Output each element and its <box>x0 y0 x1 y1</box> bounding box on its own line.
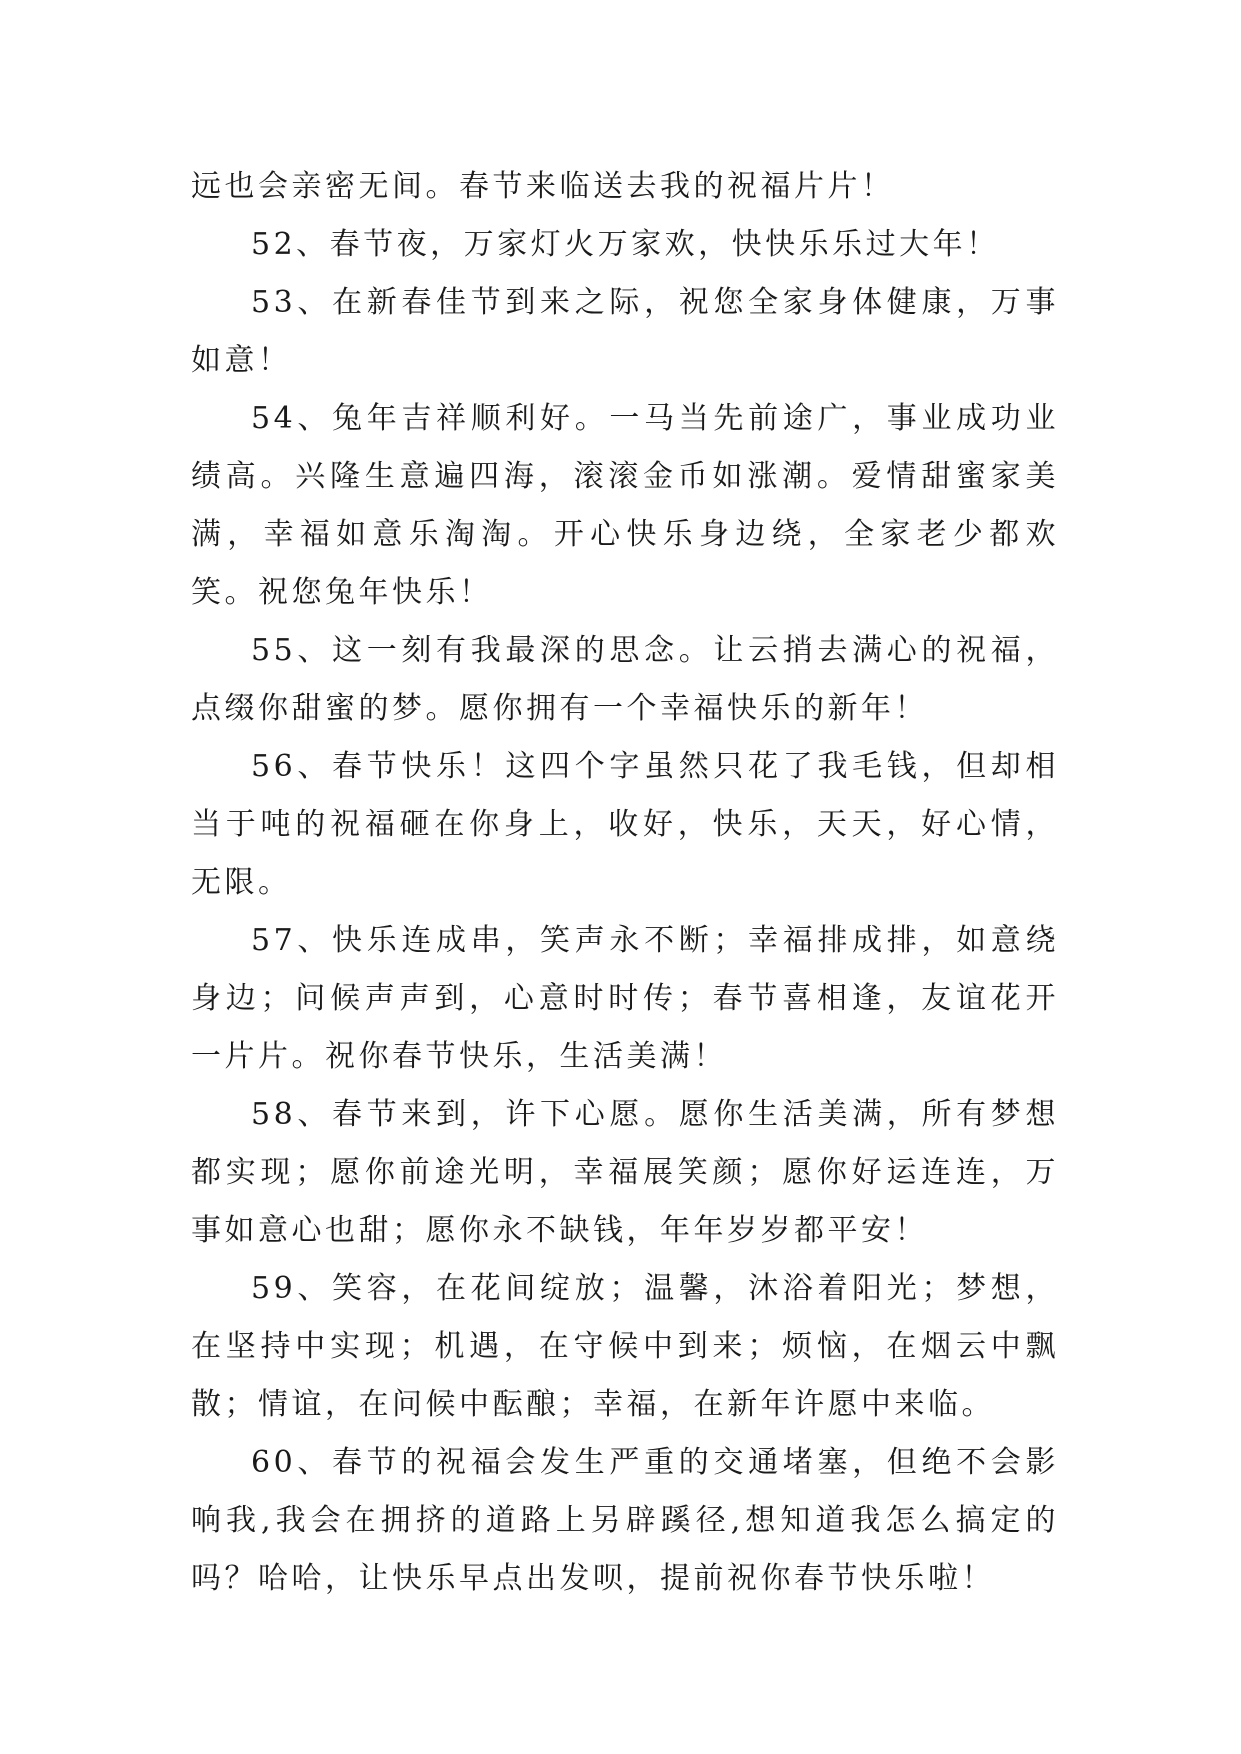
paragraph-54: 54、兔年吉祥顺利好。一马当先前途广，事业成功业绩高。兴隆生意遍四海，滚滚金币如涨潮。爱情甜蜜家美满，幸福如意乐淘淘。开心快乐身边绕，全家老少都欢笑。祝您兔年快乐！ <box>191 401 1059 610</box>
paragraph-52: 52、春节夜，万家灯火万家欢，快快乐乐过大年！ <box>251 227 1000 262</box>
document-body <box>191 158 1059 1608</box>
paragraph-55: 55、这一刻有我最深的思念。让云捎去满心的祝福，点缀你甜蜜的梦。愿你拥有一个幸福快乐的新年！ <box>191 633 1059 726</box>
paragraph-continuation: 远也会亲密无间。春节来临送去我的祝福片片！ <box>191 169 895 204</box>
paragraph-56: 56、春节快乐！这四个字虽然只花了我毛钱，但却相当于吨的祝福砸在你身上，收好，快乐，天天，好心情，无限。 <box>191 749 1059 900</box>
paragraph-60: 60、春节的祝福会发生严重的交通堵塞，但绝不会影响我,我会在拥挤的道路上另辟蹊径,想知道我怎么搞定的吗？哈哈，让快乐早点出发呗，提前祝你春节快乐啦！ <box>191 1445 1059 1596</box>
paragraph-57: 57、快乐连成串，笑声永不断；幸福排成排，如意绕身边；问候声声到，心意时时传；春节喜相逢，友谊花开一片片。祝你春节快乐，生活美满！ <box>191 923 1059 1074</box>
paragraph-53: 53、在新春佳节到来之际，祝您全家身体健康，万事如意！ <box>191 285 1059 378</box>
paragraph-58: 58、春节来到，许下心愿。愿你生活美满，所有梦想都实现；愿你前途光明，幸福展笑颜；愿你好运连连，万事如意心也甜；愿你永不缺钱，年年岁岁都平安！ <box>191 1097 1059 1248</box>
paragraph-59: 59、笑容，在花间绽放；温馨，沐浴着阳光；梦想，在坚持中实现；机遇，在守候中到来；烦恼，在烟云中飘散；情谊，在问候中酝酿；幸福，在新年许愿中来临。 <box>191 1271 1059 1422</box>
